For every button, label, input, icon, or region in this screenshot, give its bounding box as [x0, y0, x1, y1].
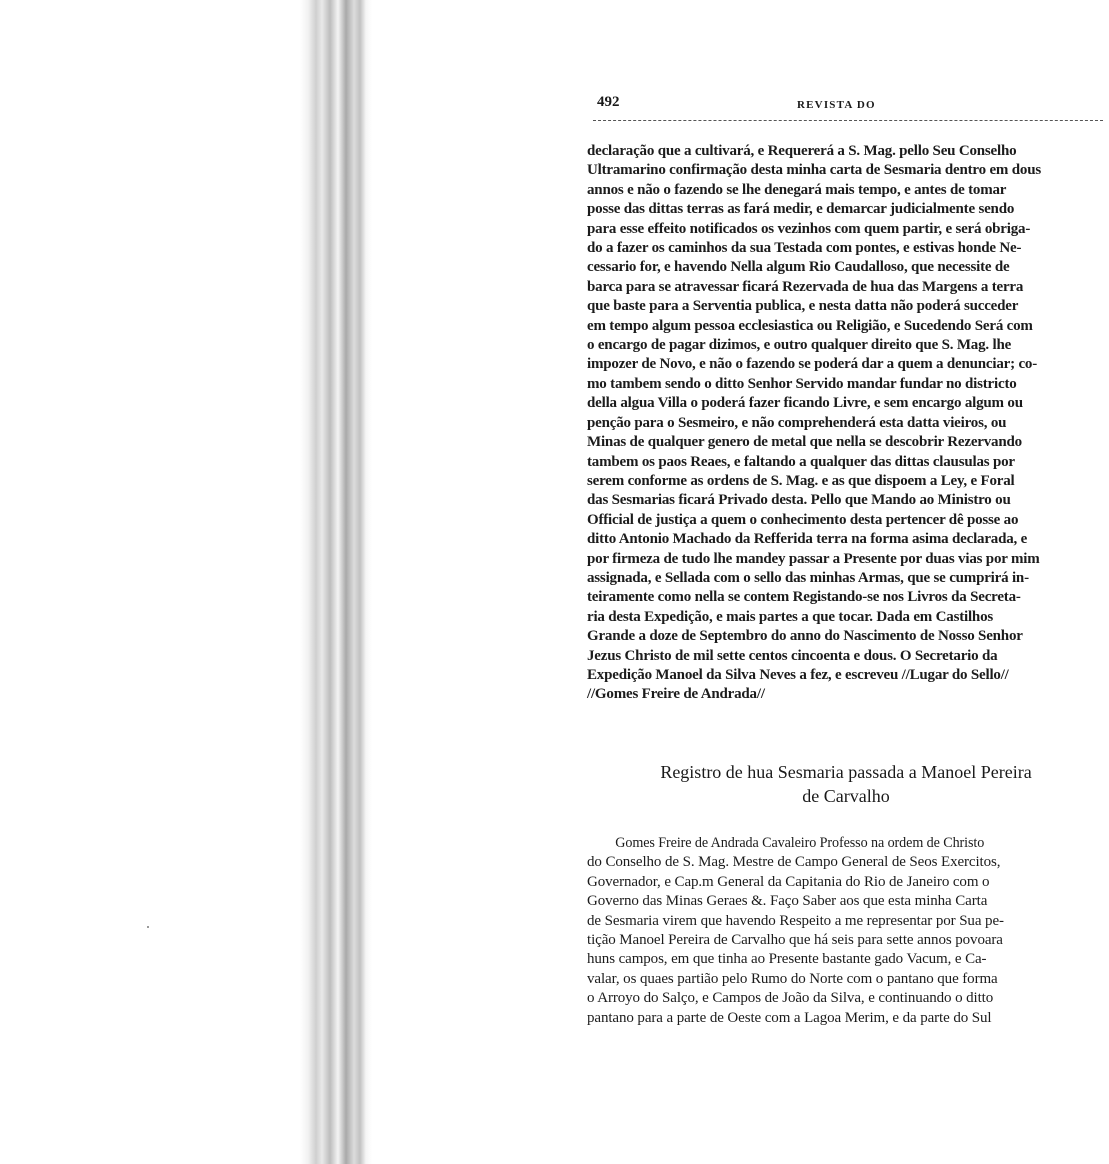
page-number: 492: [597, 94, 620, 110]
text-line: della algua Villa o poderá fazer ficando Livre, e sem encargo algum ou: [587, 395, 1023, 412]
text-line: Grande a doze de Septembro do anno do Nascimento de Nosso Senhor: [587, 628, 1023, 645]
text-line: barca para se atravessar ficará Rezervada de hua das Margens a terra: [587, 278, 1024, 295]
header-rule: [593, 120, 1103, 121]
text-line: Minas de qualquer genero de metal que nella se descobrir Rezervando: [587, 434, 1022, 451]
text-line: assignada, e Sellada com o sello das minhas Armas, que se cumprirá in-: [587, 569, 1029, 586]
section-title: [587, 760, 1105, 808]
text-line: penção para o Sesmeiro, e não comprehenderá esta datta vieiros, ou: [587, 414, 1007, 431]
text-line: que baste para a Serventia publica, e nesta datta não poderá succeder: [587, 298, 1019, 315]
text-line: Official de justiça a quem o conhecimento desta pertencer dê posse ao: [587, 511, 1019, 528]
text-line: por firmeza de tudo lhe mandey passar a Presente por duas vias por mim: [587, 550, 1040, 567]
text-line: o Arroyo do Salço, e Campos de João da Silva, e continuando o ditto: [587, 990, 994, 1007]
text-line: valar, os quaes partião pelo Rumo do Norte com o pantano que forma: [587, 970, 998, 987]
paragraph-continued: [587, 142, 1105, 705]
text-line: para esse effeito notificados os vezinhos com quem partir, e será obriga-: [587, 220, 1031, 237]
text-line: cessario for, e havendo Nella algum Rio Caudalloso, que necessite de: [587, 259, 1010, 276]
section-title-line-1: Registro de hua Sesmaria passada a Manoel Pereira: [660, 762, 1032, 782]
text-line: Jezus Christo de mil sette centos cincoenta e dous. O Secretario da: [587, 647, 998, 664]
text-line: pantano para a parte de Oeste com a Lagoa Merim, e da parte do Sul: [587, 1009, 992, 1026]
running-head: REVISTA DO: [797, 99, 876, 111]
text-line: impozer de Novo, e não o fazendo se poderá dar a quem a denunciar; co-: [587, 356, 1038, 373]
text-line: ria desta Expedição, e mais partes a que tocar. Dada em Castilhos: [587, 608, 994, 625]
text-line: Expedição Manoel da Silva Neves a fez, e escreveu //Lugar do Sello//: [587, 666, 1009, 683]
text-line: posse das dittas terras as fará medir, e demarcar judicialmente sendo: [587, 201, 1015, 218]
text-line: do Conselho de S. Mag. Mestre de Campo General de Seos Exercitos,: [587, 854, 1001, 871]
text-line: huns campos, em que tinha ao Presente bastante gado Vacum, e Ca-: [587, 951, 987, 968]
text-line: o encargo de pagar dizimos, e outro qualquer direito que S. Mag. lhe: [587, 337, 1012, 354]
text-line: ditto Antonio Machado da Refferida terra na forma asima declarada, e: [587, 531, 1028, 548]
text-line: teiramente como nella se contem Registando-se nos Livros da Secreta-: [587, 589, 1021, 606]
text-line: do a fazer os caminhos da sua Testada com pontes, e estivas honde Ne-: [587, 240, 1022, 257]
text-line: declaração que a cultivará, e Requererá a S. Mag. pello Seu Conselho: [587, 143, 1017, 159]
section-title-line-2: de Carvalho: [802, 786, 890, 806]
text-line: //Gomes Freire de Andrada//: [587, 686, 765, 703]
text-line: mo tambem sendo o ditto Senhor Servido mandar fundar no districto: [587, 375, 1017, 392]
text-line: Ultramarino confirmação desta minha carta de Sesmaria dentro em dous: [587, 162, 1041, 179]
book-binding-shadow: [300, 0, 372, 1164]
text-line: Gomes Freire de Andrada Cavaleiro Professo na ordem de Christo: [615, 835, 985, 851]
text-line: tição Manoel Pereira de Carvalho que há seis para sette annos povoara: [587, 932, 1003, 949]
text-line: serem conforme as ordens de S. Mag. e as que dispoem a Ley, e Foral: [587, 472, 1015, 489]
text-line: das Sesmarias ficará Privado desta. Pello que Mando ao Ministro ou: [587, 492, 1011, 509]
text-line: Governo das Minas Geraes &. Faço Saber aos que esta minha Carta: [587, 893, 988, 910]
text-line: tambem os paos Reaes, e faltando a qualquer das dittas clausulas por: [587, 453, 1015, 470]
text-line: annos e não o fazendo se lhe denegará mais tempo, e antes de tomar: [587, 181, 1007, 198]
paragraph-new-section: [587, 834, 1105, 1028]
text-line: em tempo algum pessoa ecclesiastica ou Religião, e Sucedendo Será com: [587, 317, 1033, 334]
text-line: Governador, e Cap.m General da Capitania do Rio de Janeiro com o: [587, 873, 990, 890]
page-header: [597, 94, 1105, 116]
scan-speck: [147, 926, 149, 928]
text-line: de Sesmaria virem que havendo Respeito a me representar por Sua pe-: [587, 912, 1004, 929]
